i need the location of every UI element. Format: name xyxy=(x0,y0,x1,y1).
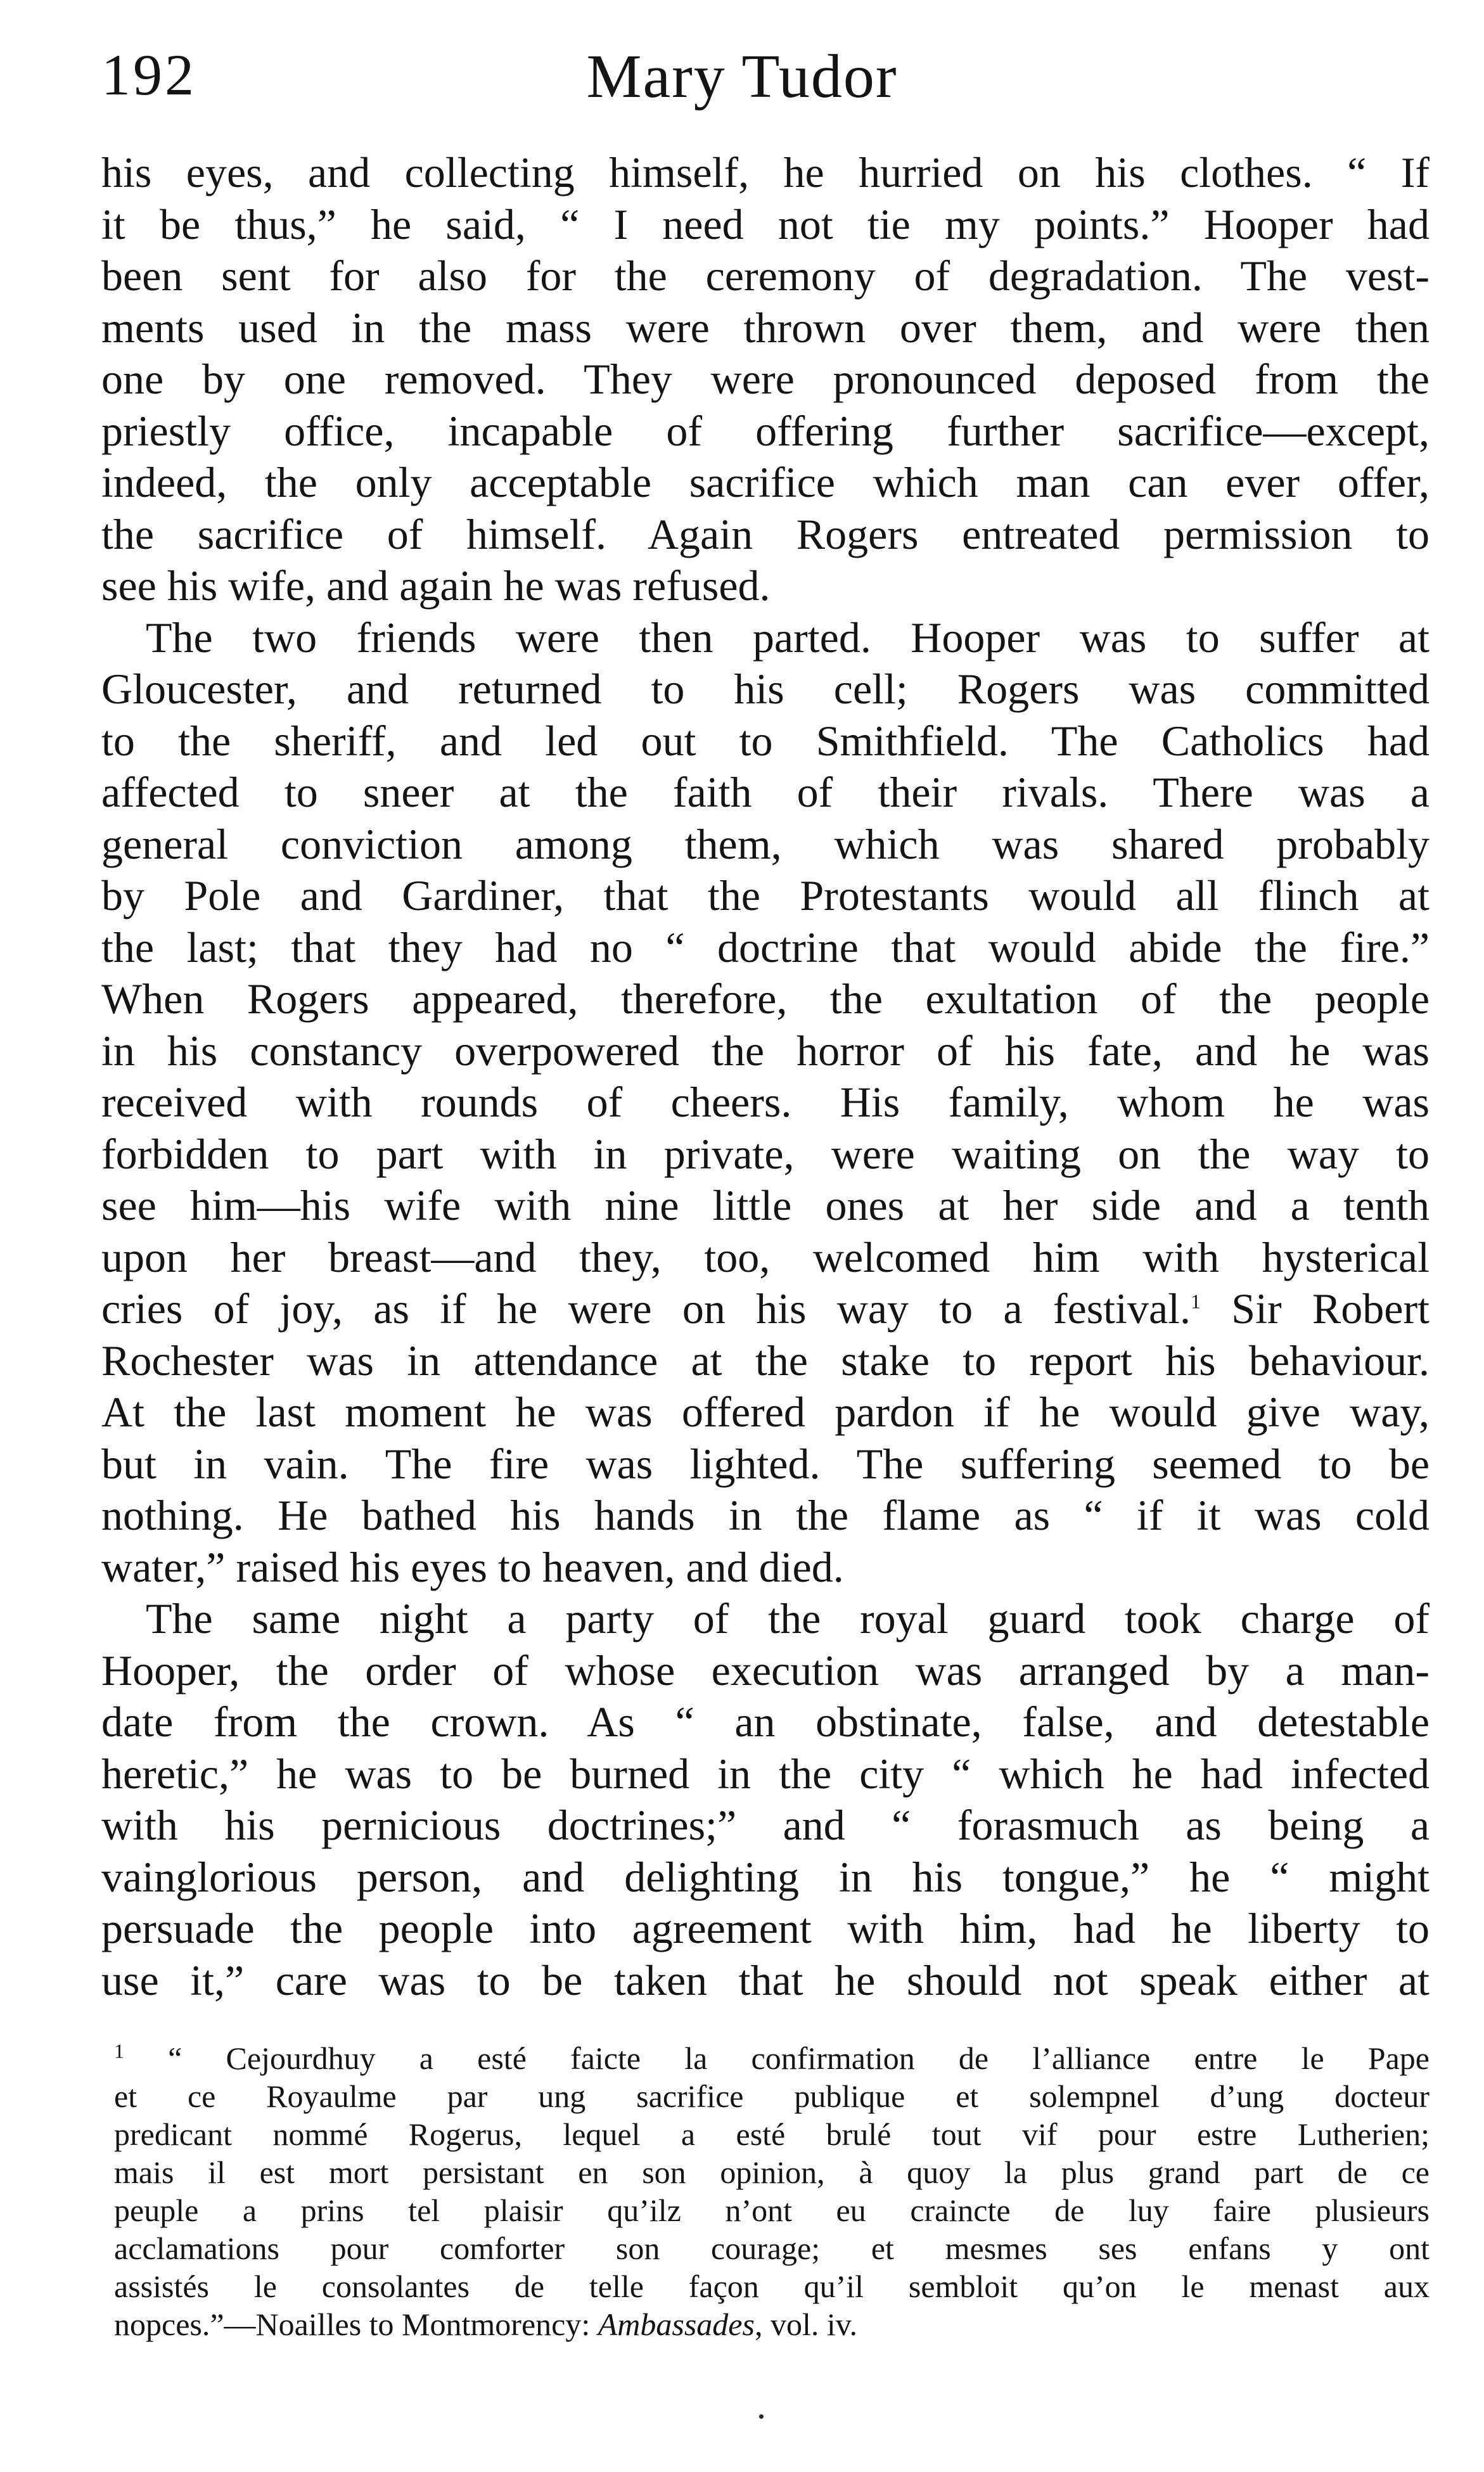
body-line: to the sheriff, and led out to Smithfield. The Catholics had xyxy=(101,716,1430,765)
body-line: been sent for also for the ceremony of degradation. The vest- xyxy=(101,252,1430,300)
footnote-citation-prefix: nopces.”—Noailles to Montmorency: xyxy=(114,2307,598,2342)
footnote-citation-suffix: , vol. iv. xyxy=(754,2307,857,2342)
body-line: Rochester was in attendance at the stake to report his behaviour. xyxy=(101,1336,1430,1385)
body-line: water,” raised his eyes to heaven, and died. xyxy=(101,1542,844,1591)
footnote-line: predicant nommé Rogerus, lequel a esté brulé tout vif pour estre Lutherien; xyxy=(114,2117,1430,2152)
body-line: one by one removed. They were pronounced deposed from the xyxy=(101,355,1430,403)
page-mark-dot xyxy=(759,2414,764,2419)
page-number: 192 xyxy=(101,42,196,107)
footnote-line: peuple a prins tel plaisir qu’ilz n’ont eu craincte de luy faire plusieurs xyxy=(114,2193,1430,2228)
body-line-continuation: Sir Robert xyxy=(1201,1284,1430,1333)
footnote-line-text: “ Cejourdhuy a esté faicte la confirmation de l’alliance entre le Pape xyxy=(168,2040,1430,2076)
footnote-line: mais il est mort persistant en son opinion, à quoy la plus grand part de ce xyxy=(114,2155,1430,2190)
footnote-line: assistés le consolantes de telle façon qu’il sembloit qu’on le menast aux xyxy=(114,2269,1430,2304)
body-line: At the last moment he was offered pardon if he would give way, xyxy=(101,1388,1430,1436)
body-line: Hooper, the order of whose execution was arranged by a man- xyxy=(101,1646,1430,1694)
body-line: upon her breast—and they, too, welcomed him with hysterical xyxy=(101,1233,1430,1281)
body-line: but in vain. The fire was lighted. The suffering seemed to be xyxy=(101,1439,1430,1488)
footnote-line xyxy=(114,2305,1430,2343)
body-line xyxy=(101,1283,1430,1335)
body-line: general conviction among them, which was shared probably xyxy=(101,819,1430,868)
body-line: in his constancy overpowered the horror of his fate, and he was xyxy=(101,1026,1430,1075)
body-text xyxy=(101,147,1430,2006)
footnote-line xyxy=(114,2039,1430,2077)
body-line: date from the crown. As “ an obstinate, false, and detestable xyxy=(101,1698,1430,1746)
footnote-reference: 1 xyxy=(1191,1290,1201,1313)
body-line: affected to sneer at the faith of their rivals. There was a xyxy=(101,768,1430,816)
body-line-text: cries of joy, as if he were on his way to a festival. xyxy=(101,1284,1191,1333)
body-line: heretic,” he was to be burned in the city “ which he had infected xyxy=(101,1749,1430,1798)
body-line: Gloucester, and returned to his cell; Rogers was committed xyxy=(101,665,1430,713)
body-line: see his wife, and again he was refused. xyxy=(101,561,771,610)
body-line: The two friends were then parted. Hooper was to suffer at xyxy=(146,613,1430,662)
footnote-line: et ce Royaulme par ung sacrifice publique et solempnel d’ung docteur xyxy=(114,2078,1430,2114)
footnote-marker: 1 xyxy=(114,2039,124,2063)
footnote-line: acclamations pour comforter son courage; et mesmes ses enfans y ont xyxy=(114,2231,1430,2266)
body-line: nothing. He bathed his hands in the flame as “ if it was cold xyxy=(101,1491,1430,1539)
body-line: by Pole and Gardiner, that the Protestants would all flinch at xyxy=(101,871,1430,919)
body-line: When Rogers appeared, therefore, the exultation of the people xyxy=(101,975,1430,1023)
body-line: vainglorious person, and delighting in his tongue,” he “ might xyxy=(101,1852,1430,1901)
body-line: persuade the people into agreement with him, had he liberty to xyxy=(101,1904,1430,1952)
body-line: his eyes, and collecting himself, he hurried on his clothes. “ If xyxy=(101,148,1430,196)
body-line: the sacrifice of himself. Again Rogers entreated permission to xyxy=(101,509,1430,558)
body-line: indeed, the only acceptable sacrifice which man can ever offer, xyxy=(101,458,1430,506)
running-head: Mary Tudor xyxy=(586,42,898,111)
body-line: priestly office, incapable of offering further sacrifice—except, xyxy=(101,406,1430,455)
body-line: received with rounds of cheers. His family, whom he was xyxy=(101,1078,1430,1126)
body-line: with his pernicious doctrines;” and “ forasmuch as being a xyxy=(101,1801,1430,1849)
body-line: ments used in the mass were thrown over them, and were then xyxy=(101,303,1430,352)
body-line: the last; that they had no “ doctrine that would abide the fire.” xyxy=(101,923,1430,971)
body-line: The same night a party of the royal guard took charge of xyxy=(146,1594,1430,1643)
body-line: see him—his wife with nine little ones at her side and a tenth xyxy=(101,1181,1430,1229)
footnote-citation-title: Ambassades xyxy=(598,2307,755,2342)
body-line: it be thus,” he said, “ I need not tie my points.” Hooper had xyxy=(101,200,1430,248)
body-line: use it,” care was to be taken that he should not speak either at xyxy=(101,1956,1430,2004)
footnote xyxy=(114,2039,1430,2343)
body-line: forbidden to part with in private, were waiting on the way to xyxy=(101,1129,1430,1178)
